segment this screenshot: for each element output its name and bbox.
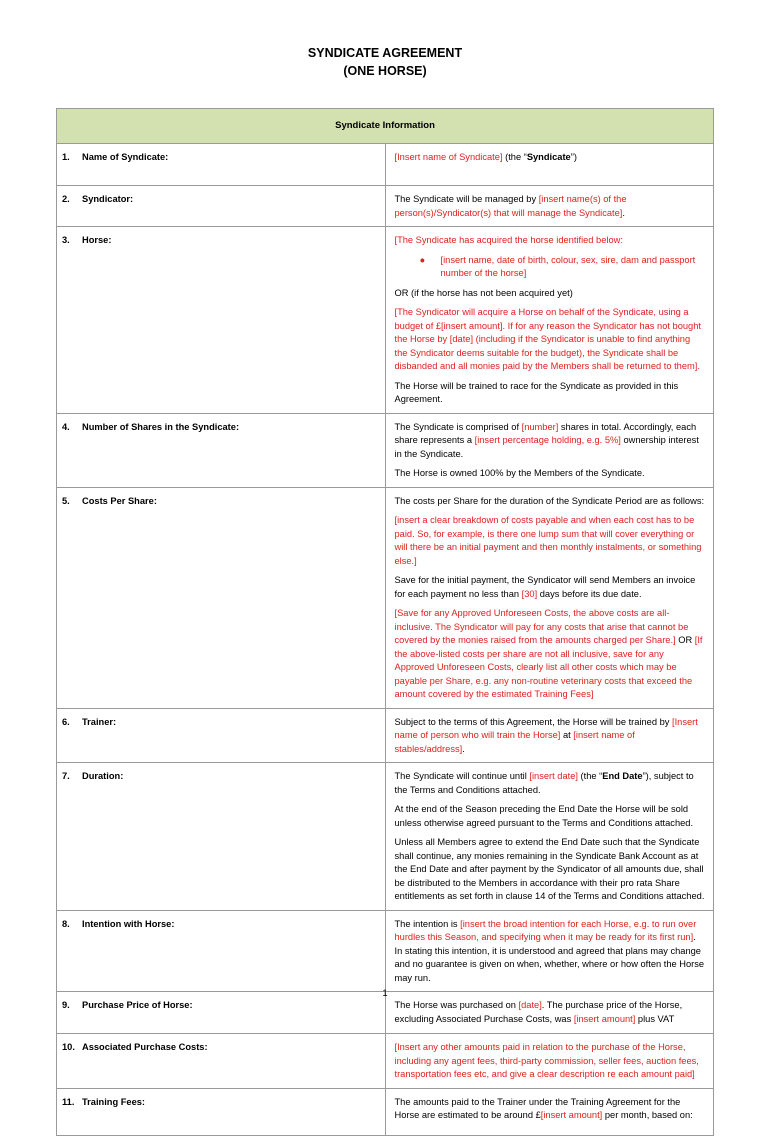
row-label: Costs Per Share: [82,495,157,506]
horse-trained-text: The Horse will be trained to race for the Syndicate as provided in this Agreement. [394,380,679,404]
row-label: Associated Purchase Costs: [82,1042,208,1052]
syndicate-info-table [56,108,714,1136]
page-number: 1 [382,988,388,999]
table-row [57,763,714,911]
table-heading: Syndicate Information [57,109,714,144]
horse-acquired-text: [The Syndicate has acquired the horse identified below: [394,235,623,245]
horse-details-bullet: ● [insert name, date of birth, colour, sex, sire, dam and passport number of the horse] [419,254,696,278]
table-row [57,708,714,763]
table-row [57,1034,714,1089]
shares-text: The Syndicate is comprised of [number] shares in total. Accordingly, each share represents a [insert percentage holding, e.g. 5%] ownership interest in the Syndicate. [394,421,699,459]
table-row [57,227,714,414]
document-title: SYNDICATE AGREEMENT [307,46,463,60]
purchase-price-text: The Horse was purchased on [date]. The purchase price of the Horse, excluding Associated Purchase Costs, was [insert amount] plus VAT [394,1000,683,1024]
row-number: 3. [62,235,70,245]
duration-text: The Syndicate will continue until [insert date] (the “End Date”), subject to the Terms and Conditions attached. [394,771,694,795]
extend-text: Unless all Members agree to extend the End Date such that the Syndicate shall continue, any monies remaining in the Syndicate Bank Account as at the End Date and after payment by the Syndicator of all amounts due, shall be distributed to the Members in accordance with their pro rata Share entitlements as set forth in clause 14 of the Terms and Conditions attached. [394,837,705,901]
bullet-icon: ● [419,254,426,265]
row-number: 11. [62,1096,75,1107]
invoice-text: Save for the initial payment, the Syndicator will send Members an invoice for each payment no less than [30] days before its due date. [394,575,696,599]
associated-costs-text: [Insert any other amounts paid in relation to the purchase of the Horse, including any agent fees, third-party commission, seller fees, auction fees, transportation fees etc, and give a clear description re each amount paid] [394,1042,699,1079]
table-row [57,186,714,227]
row-number: 2. [62,194,70,204]
table-row [57,413,714,487]
row-label: Syndicator: [82,194,134,204]
row-number: 7. [62,771,70,781]
row-label: Duration: [82,771,124,781]
row-label: Purchase Price of Horse: [82,1000,193,1010]
row-label: Horse: [82,235,112,245]
intention-text: The intention is [insert the broad intention for each Horse, e.g. to run over hurdles this Season, and specifying when it may be ready for its first run]. In stating this intention, it is understood and agreed that plans may change and no guarantee is given on when, whether, where or how often the Horse may run. [394,918,705,983]
costs-intro-text: The costs per Share for the duration of the Syndicate Period are as follows: [394,495,705,506]
row-number: 6. [62,716,70,727]
table-row [57,910,714,992]
row-number: 4. [62,421,70,432]
row-number: 5. [62,495,70,506]
row-number: 9. [62,1000,70,1010]
row-label: Training Fees: [82,1096,146,1107]
row-label: Number of Shares in the Syndicate: [82,421,240,432]
syndicator-text: The Syndicate will be managed by [insert name(s) of the person(s)/Syndicator(s) that will manage the Syndicate]. [394,194,627,218]
row-number: 8. [62,918,70,929]
table-row [57,487,714,708]
syndicate-name-text: [Insert name of Syndicate] (the “Syndicate”) [394,152,577,162]
row-label: Trainer: [82,716,117,727]
row-number: 1. [62,152,70,162]
row-label: Name of Syndicate: [82,152,169,162]
ownership-text: The Horse is owned 100% by the Members of the Syndicate. [394,468,645,478]
table-row [57,1088,714,1135]
trainer-text: Subject to the terms of this Agreement, the Horse will be trained by [Insert name of person who will train the Horse] at [insert name of stables/address]. [394,716,698,754]
unforeseen-costs-text: [Save for any Approved Unforeseen Costs, the above costs are all-inclusive. The Syndicator will pay for any costs that arise that cannot be covered by the monies raised from the amounts charged per Share.] OR [If the above-listed costs per share are not all inclusive, save for any Approved Unforeseen Costs, clearly list all other costs which may be payable per Share, e.g. any non-routine veterinary costs that exceed the amount covered by the estimated Training Fees] [394,608,703,699]
table-header-row [57,109,714,144]
row-number: 10. [62,1042,75,1052]
table-row [57,144,714,186]
horse-budget-text: [The Syndicator will acquire a Horse on behalf of the Syndicate, using a budget of £[insert amount]. If for any reason the Syndicator has not bought the Horse by [date] (including if the Syndicator is unable to find anything the Syndicator deems suitable for the budget), the Syndicate shall be disbanded and all monies paid by the Members shall be returned to them]. [394,307,701,371]
or-text: OR (if the horse has not been acquired yet) [394,287,573,298]
training-fees-text: The amounts paid to the Trainer under the Training Agreement for the Horse are estimated to be around £[insert amount] per month, based on: [394,1096,693,1120]
costs-breakdown-text: [insert a clear breakdown of costs payable and when each cost has to be paid. So, for example, is there one lump sum that will cover everything or will there be an initial payment and then monthly instalments, or something else.] [394,515,702,566]
row-label: Intention with Horse: [82,918,175,929]
season-end-text: At the end of the Season preceding the End Date the Horse will be sold unless otherwise agreed pursuant to the Terms and Conditions attached. [394,804,694,828]
document-subtitle: (ONE HORSE) [343,64,427,78]
